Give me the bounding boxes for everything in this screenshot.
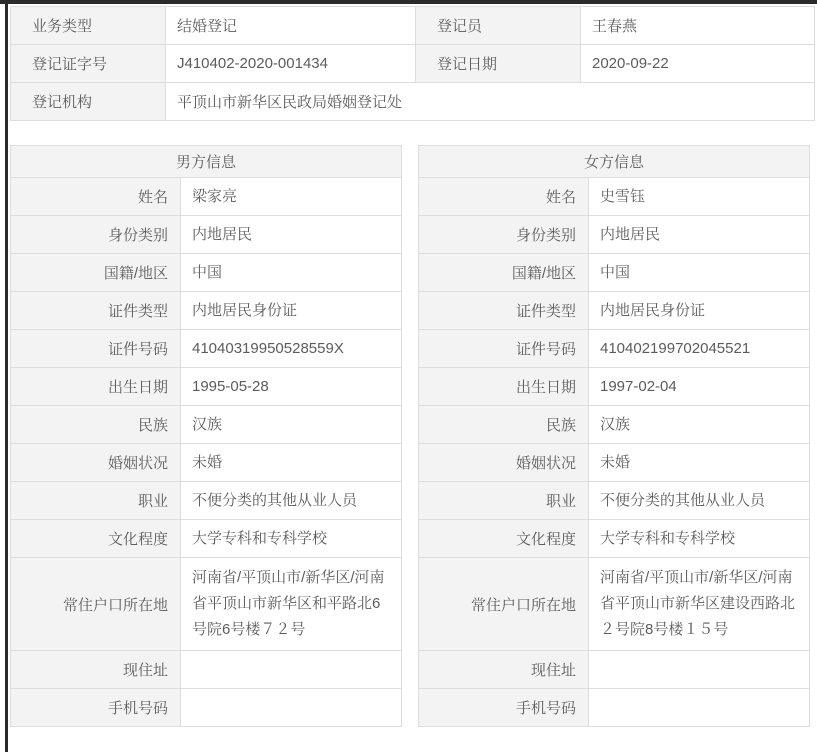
field-value: 汉族	[181, 406, 402, 444]
summary-field-value: 平顶山市新华区民政局婚姻登记处	[166, 83, 815, 121]
field-value: 内地居民	[589, 216, 810, 254]
field-row	[419, 292, 810, 330]
field-row	[11, 444, 402, 482]
field-value: 未婚	[589, 444, 810, 482]
field-value: 未婚	[181, 444, 402, 482]
field-label: 常住户口所在地	[11, 558, 181, 651]
field-label: 手机号码	[11, 689, 181, 727]
field-value: 内地居民身份证	[181, 292, 402, 330]
field-label: 出生日期	[11, 368, 181, 406]
field-row	[419, 558, 810, 651]
female-info-table	[418, 145, 810, 727]
field-value	[181, 651, 402, 689]
field-label: 现住址	[11, 651, 181, 689]
field-value: 1995-05-28	[181, 368, 402, 406]
field-label: 现住址	[419, 651, 589, 689]
field-row	[11, 178, 402, 216]
field-value: 大学专科和专科学校	[181, 520, 402, 558]
field-label: 文化程度	[419, 520, 589, 558]
field-value	[181, 689, 402, 727]
field-row	[419, 216, 810, 254]
summary-field-label: 登记日期	[416, 45, 581, 83]
field-value: 41040319950528559X	[181, 330, 402, 368]
field-label: 姓名	[419, 178, 589, 216]
field-value	[589, 651, 810, 689]
field-value: 史雪钰	[589, 178, 810, 216]
field-row	[11, 482, 402, 520]
field-label: 出生日期	[419, 368, 589, 406]
field-label: 手机号码	[419, 689, 589, 727]
male-info-title: 男方信息	[11, 146, 402, 178]
female-table-body	[419, 178, 810, 727]
field-label: 身份类别	[11, 216, 181, 254]
field-row	[11, 368, 402, 406]
field-label: 文化程度	[11, 520, 181, 558]
field-row	[419, 330, 810, 368]
field-row	[419, 651, 810, 689]
field-value: 大学专科和专科学校	[589, 520, 810, 558]
field-label: 职业	[11, 482, 181, 520]
field-row	[11, 558, 402, 651]
field-label: 证件号码	[419, 330, 589, 368]
field-value: 不便分类的其他从业人员	[181, 482, 402, 520]
field-value: 内地居民	[181, 216, 402, 254]
field-row	[11, 330, 402, 368]
field-row	[419, 444, 810, 482]
field-label: 民族	[419, 406, 589, 444]
male-table-body	[11, 178, 402, 727]
field-value: 汉族	[589, 406, 810, 444]
male-info-table	[10, 145, 402, 727]
field-value	[589, 689, 810, 727]
field-row	[11, 254, 402, 292]
field-label: 证件类型	[11, 292, 181, 330]
summary-field-value: 结婚登记	[166, 7, 416, 45]
field-label: 身份类别	[419, 216, 589, 254]
field-label: 婚姻状况	[419, 444, 589, 482]
field-row	[419, 520, 810, 558]
field-row	[419, 406, 810, 444]
field-value: 河南省/平顶山市/新华区/河南省平顶山市新华区建设西路北２号院8号楼１５号	[589, 558, 810, 651]
field-row	[419, 482, 810, 520]
field-label: 证件号码	[11, 330, 181, 368]
registration-summary-table	[10, 6, 815, 121]
field-label: 国籍/地区	[419, 254, 589, 292]
field-label: 姓名	[11, 178, 181, 216]
field-value: 河南省/平顶山市/新华区/河南省平顶山市新华区和平路北6号院6号楼７２号	[181, 558, 402, 651]
summary-field-value: 王春燕	[581, 7, 815, 45]
summary-field-value: J410402-2020-001434	[166, 45, 416, 83]
field-row	[11, 406, 402, 444]
field-row	[11, 689, 402, 727]
field-row	[419, 254, 810, 292]
field-row	[419, 689, 810, 727]
field-row	[11, 292, 402, 330]
frame-border-left	[5, 0, 8, 752]
female-info-title: 女方信息	[419, 146, 810, 178]
field-label: 国籍/地区	[11, 254, 181, 292]
field-value: 410402199702045521	[589, 330, 810, 368]
field-label: 职业	[419, 482, 589, 520]
field-value: 1997-02-04	[589, 368, 810, 406]
summary-row	[11, 7, 815, 45]
summary-field-label: 登记机构	[11, 83, 166, 121]
field-value: 中国	[181, 254, 402, 292]
summary-field-value: 2020-09-22	[581, 45, 815, 83]
summary-field-label: 登记员	[416, 7, 581, 45]
female-table-header-row	[419, 146, 810, 178]
summary-row	[11, 45, 815, 83]
male-table-header-row	[11, 146, 402, 178]
field-value: 不便分类的其他从业人员	[589, 482, 810, 520]
field-value: 梁家亮	[181, 178, 402, 216]
field-label: 证件类型	[419, 292, 589, 330]
summary-row	[11, 83, 815, 121]
frame-border-top	[0, 0, 817, 4]
field-value: 内地居民身份证	[589, 292, 810, 330]
field-row	[419, 178, 810, 216]
summary-table-body	[11, 7, 815, 121]
field-label: 常住户口所在地	[419, 558, 589, 651]
summary-field-label: 业务类型	[11, 7, 166, 45]
summary-field-label: 登记证字号	[11, 45, 166, 83]
field-value: 中国	[589, 254, 810, 292]
field-label: 民族	[11, 406, 181, 444]
field-label: 婚姻状况	[11, 444, 181, 482]
field-row	[11, 216, 402, 254]
field-row	[11, 520, 402, 558]
field-row	[419, 368, 810, 406]
field-row	[11, 651, 402, 689]
